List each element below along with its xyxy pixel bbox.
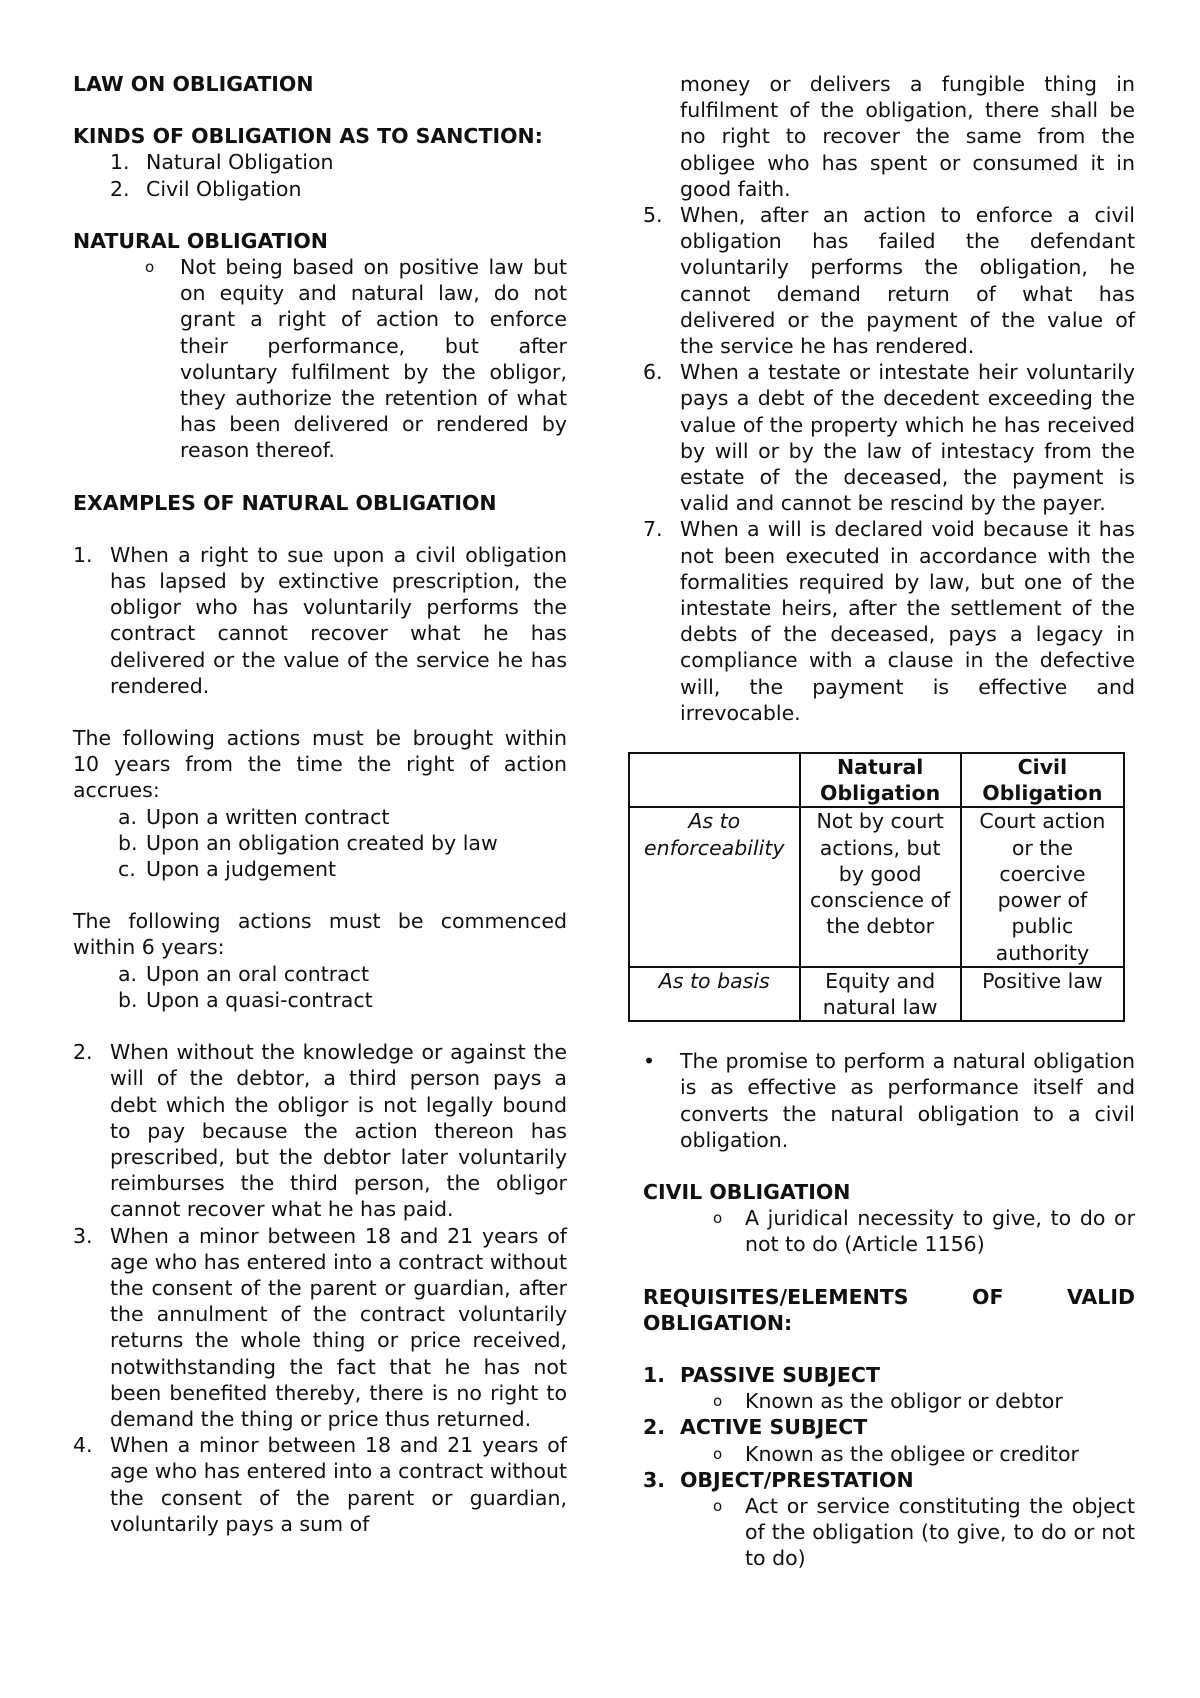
comparison-table-wrap bbox=[628, 752, 1135, 1022]
cell-civil-enforceability: Court action or the coercive power of public authority bbox=[961, 807, 1124, 966]
table-row bbox=[629, 807, 1124, 966]
table-corner-cell bbox=[629, 753, 800, 807]
list-item: a. Upon an oral contract bbox=[146, 961, 567, 987]
header-civil: Civil Obligation bbox=[961, 753, 1124, 807]
requisite-object-prestation bbox=[643, 1467, 1135, 1572]
list-item: b. Upon an obligation created by law bbox=[146, 830, 567, 856]
row-label-enforceability: As to enforceability bbox=[629, 807, 800, 966]
requisite-desc: o Known as the obligee or creditor bbox=[745, 1441, 1135, 1467]
header-natural: Natural Obligation bbox=[800, 753, 961, 807]
example-2: 2. When without the knowledge or against the will of the debtor, a third person pays a debt which the obligor is not legally bound to pay because the action thereon has prescribed, but the debtor later voluntarily reimburses the third person, the obligor cannot recover what he has paid. bbox=[73, 1039, 567, 1222]
requisite-title: OBJECT/PRESTATION bbox=[680, 1467, 914, 1492]
cell-natural-basis: Equity and natural law bbox=[800, 967, 961, 1021]
comparison-table bbox=[628, 752, 1125, 1022]
list-item: c. Upon a judgement bbox=[146, 856, 567, 882]
six-years-list bbox=[146, 961, 567, 1013]
ten-years-list bbox=[146, 804, 567, 883]
examples-list-part2 bbox=[73, 1039, 567, 1537]
example-1: 1. When a right to sue upon a civil obligation has lapsed by extinctive prescription, the obligor who has voluntarily performs the contract cannot recover what he has delivered or the value of the service he has rendered. bbox=[73, 542, 567, 699]
examples-heading: EXAMPLES OF NATURAL OBLIGATION bbox=[73, 490, 497, 515]
promise-note: • The promise to perform a natural obligation is as effective as performance itself and converts the natural obligation to a civil obligation. bbox=[643, 1048, 1135, 1153]
requisite-passive-subject bbox=[643, 1362, 1135, 1414]
right-column bbox=[643, 71, 1135, 1572]
table-header-row bbox=[629, 753, 1124, 807]
ten-years-intro: The following actions must be brought within 10 years from the time the right of action accrues: bbox=[73, 726, 567, 803]
civil-definition: o A juridical necessity to give, to do or not to do (Article 1156) bbox=[745, 1205, 1135, 1257]
cell-civil-basis: Positive law bbox=[961, 967, 1124, 1021]
example-4: 4. When a minor between 18 and 21 years of age who has entered into a contract without the consent of the parent or guardian, voluntarily pays a sum of bbox=[73, 1432, 567, 1537]
civil-obligation-heading: CIVIL OBLIGATION bbox=[643, 1179, 851, 1204]
example-5: 5. When, after an action to enforce a civil obligation has failed the defendant voluntarily performs the obligation, he cannot demand return of what has delivered or the payment of the value of the service he has rendered. bbox=[643, 202, 1135, 359]
natural-definition: o Not being based on positive law but on equity and natural law, do not grant a right of action to enforce their performance, but after voluntary fulfilment by the obligor, they authorize the retention of what has been delivered or rendered by reason thereof. bbox=[180, 254, 567, 464]
requisite-desc: o Known as the obligor or debtor bbox=[745, 1388, 1135, 1414]
requisite-active-subject bbox=[643, 1414, 1135, 1466]
requisite-title: PASSIVE SUBJECT bbox=[680, 1362, 880, 1387]
list-item: b. Upon a quasi-contract bbox=[146, 987, 567, 1013]
promise-list bbox=[643, 1048, 1135, 1153]
left-column bbox=[73, 71, 567, 1537]
document-title: LAW ON OBLIGATION bbox=[73, 72, 314, 96]
requisite-title: ACTIVE SUBJECT bbox=[680, 1415, 868, 1440]
natural-definition-list bbox=[180, 254, 567, 464]
row-label-basis: As to basis bbox=[629, 967, 800, 1021]
civil-definition-list bbox=[745, 1205, 1135, 1257]
kinds-list bbox=[146, 149, 567, 201]
example-3: 3. When a minor between 18 and 21 years of age who has entered into a contract without the consent of the parent or guardian, after the annulment of the contract voluntarily returns the whole thing or price received, notwithstanding the fact that he has not been benefited thereby, there is no right to demand the thing or price thus returned. bbox=[73, 1223, 567, 1433]
example-6: 6. When a testate or intestate heir voluntarily pays a debt of the decedent exceeding the value of the property which he has received by will or by the law of intestacy from the estate of the deceased, the payment is valid and cannot be rescind by the payer. bbox=[643, 359, 1135, 516]
cell-natural-enforceability: Not by court actions, but by good conscience of the debtor bbox=[800, 807, 961, 966]
requisites-list bbox=[643, 1362, 1135, 1572]
natural-obligation-heading: NATURAL OBLIGATION bbox=[73, 228, 328, 253]
example-4-continued: money or delivers a fungible thing in fulfilment of the obligation, there shall be no right to recover the same from the obligee who has spent or consumed it in good faith. bbox=[680, 72, 1135, 201]
table-row bbox=[629, 967, 1124, 1021]
kinds-heading: KINDS OF OBLIGATION AS TO SANCTION: bbox=[73, 124, 543, 149]
requisites-heading: REQUISITES/ELEMENTS OF VALID OBLIGATION: bbox=[643, 1284, 1135, 1335]
list-item: a. Upon a written contract bbox=[146, 804, 567, 830]
list-item: 2. Civil Obligation bbox=[146, 176, 567, 202]
requisite-desc: o Act or service constituting the object of the obligation (to give, to do or not to do) bbox=[745, 1493, 1135, 1572]
example-7: 7. When a will is declared void because it has not been executed in accordance with the formalities required by law, but one of the intestate heirs, after the settlement of the debts of the deceased, pays a legacy in compliance with a clause in the defective will, the payment is effective and irrevocable. bbox=[643, 516, 1135, 726]
examples-list-part3 bbox=[643, 71, 1135, 726]
six-years-intro: The following actions must be commenced within 6 years: bbox=[73, 909, 567, 960]
list-item: 1. Natural Obligation bbox=[146, 149, 567, 175]
examples-list-part1 bbox=[73, 542, 567, 699]
